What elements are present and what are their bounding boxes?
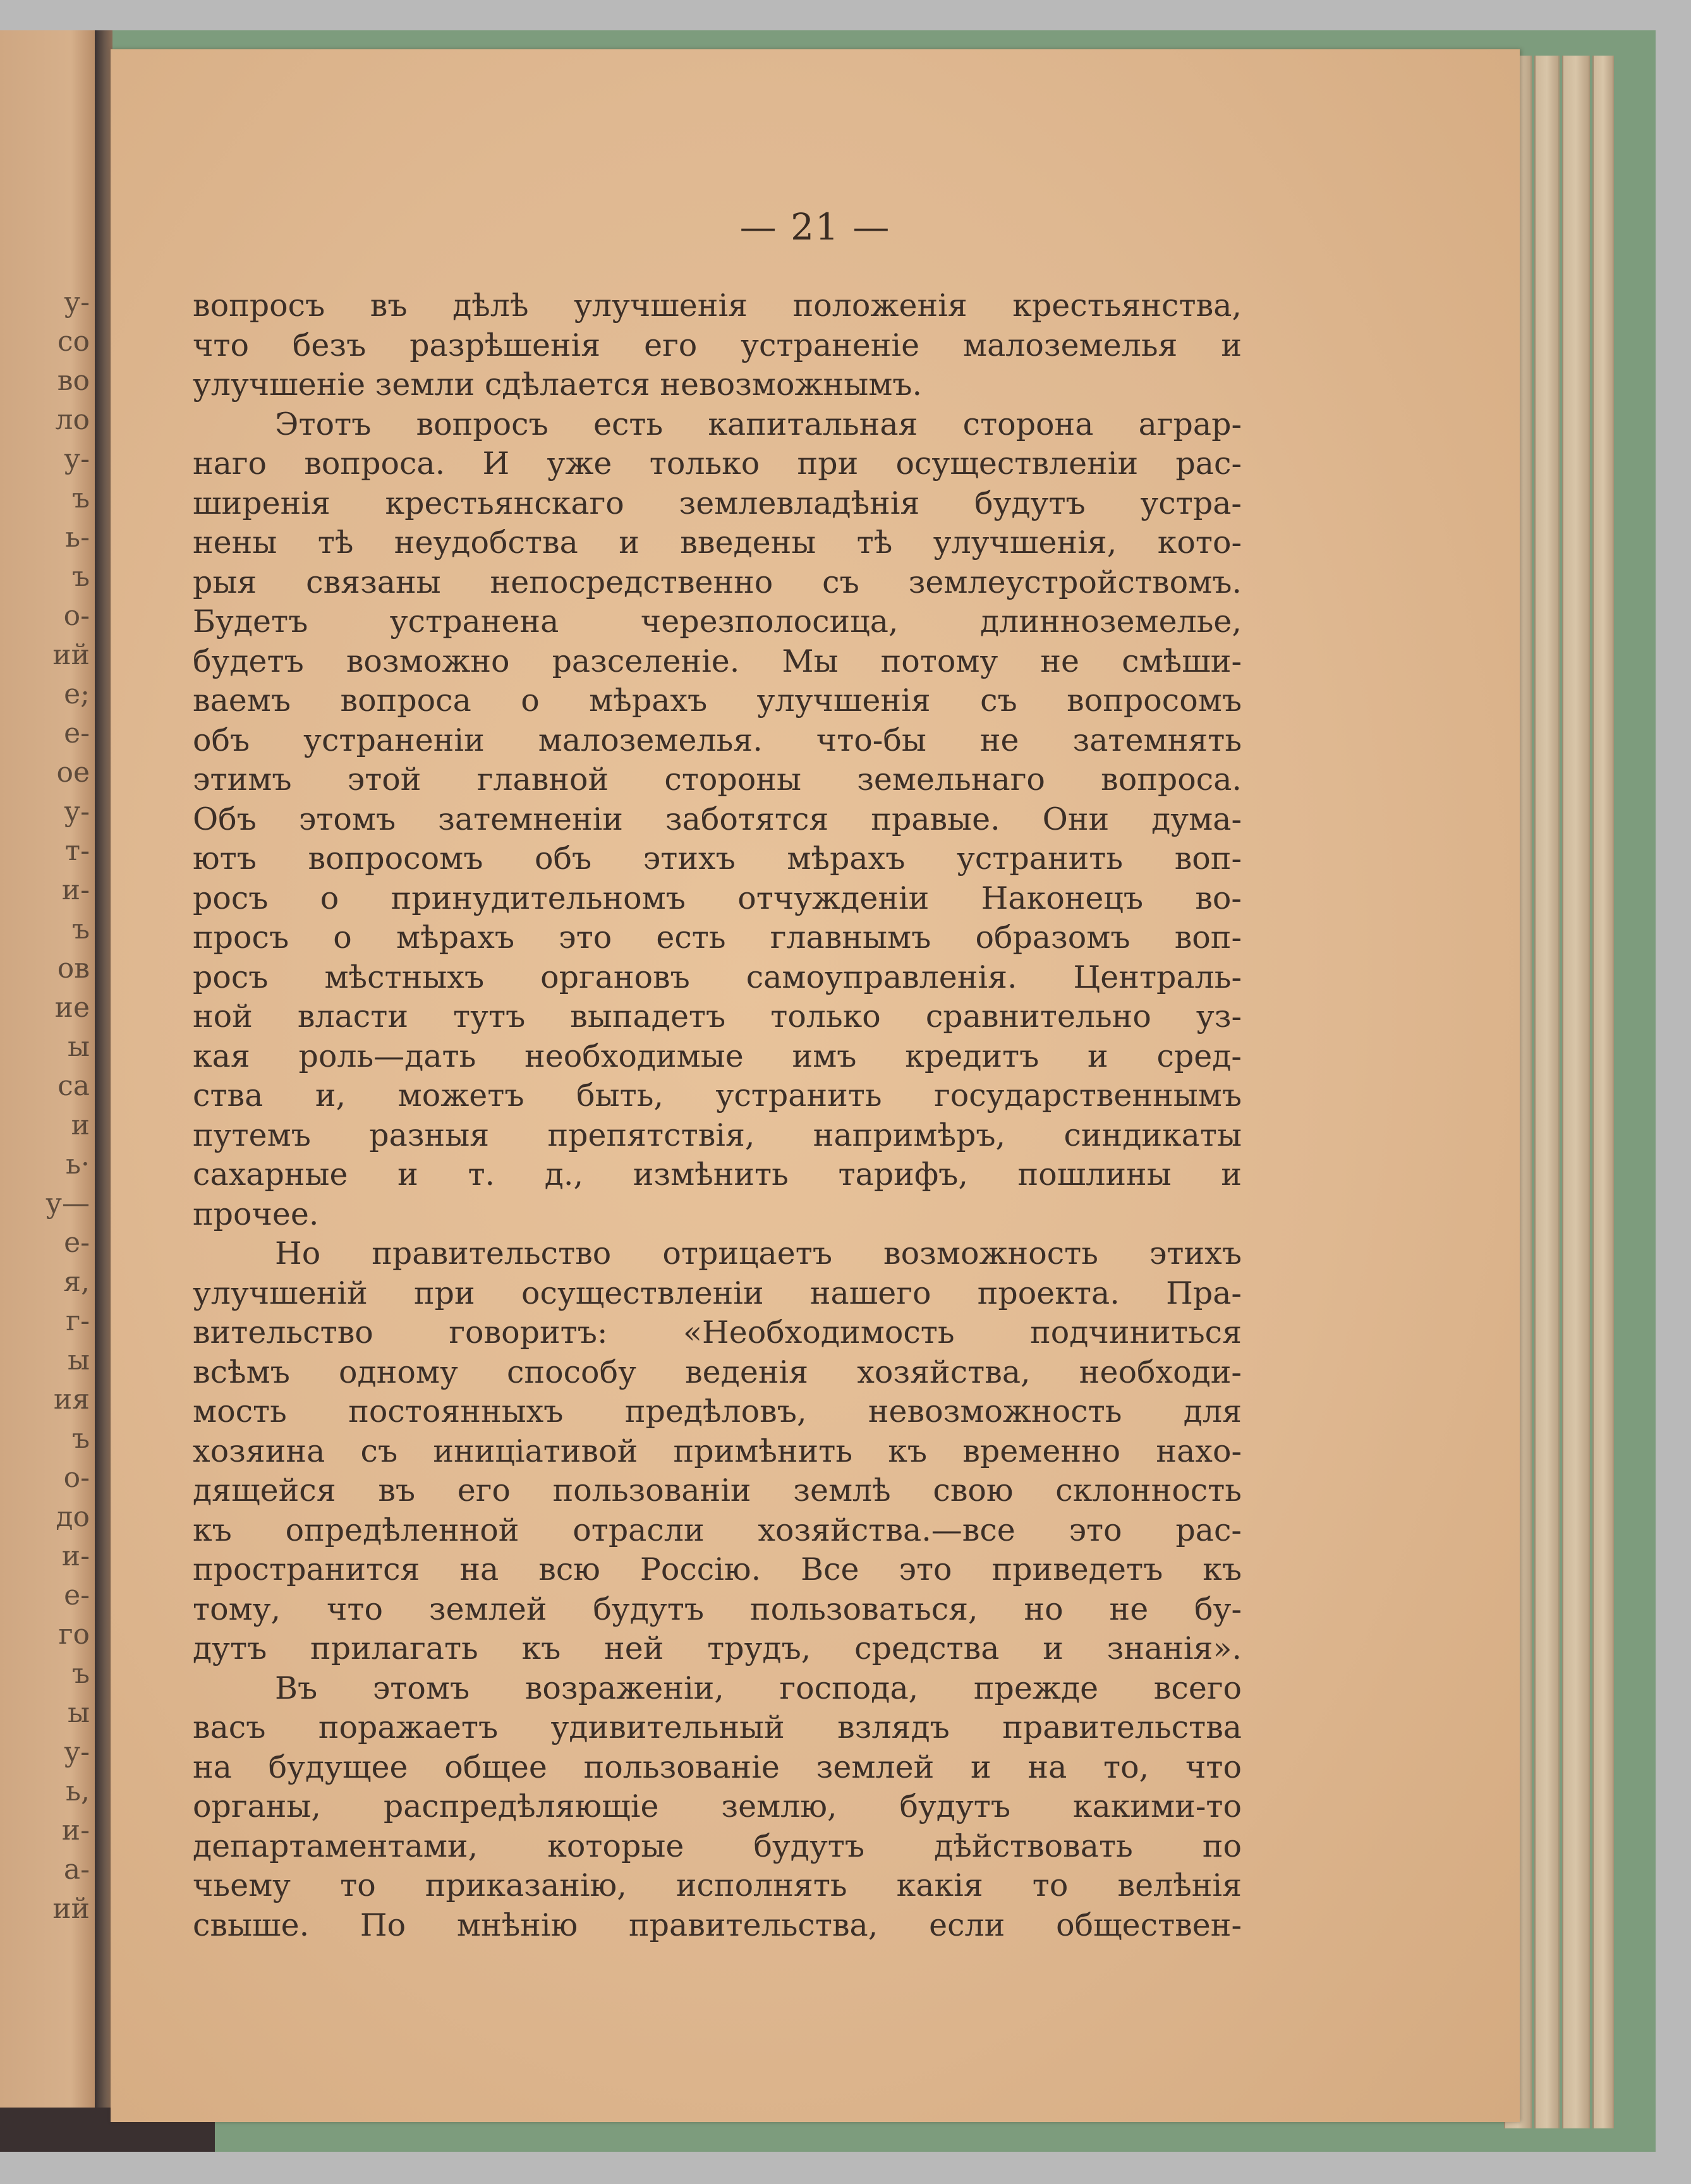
text-line: объ устраненіи малоземелья. что-бы не затемнять [193, 722, 1242, 758]
left-page-fragment: ий [52, 639, 90, 671]
left-page-fragment: во [57, 365, 90, 397]
text-line: дящейся въ его пользованіи землѣ свою склонность [193, 1472, 1242, 1508]
text-line: ства и, можетъ быть, устранить государственнымъ [193, 1077, 1242, 1113]
text-line: ютъ вопросомъ объ этихъ мѣрахъ устранить воп- [193, 840, 1242, 877]
left-page-fragment: до [56, 1501, 90, 1533]
text-line: улучшеніе земли сдѣлается невозможнымъ. [193, 367, 923, 403]
left-page-fragment: о- [63, 1462, 90, 1494]
text-line: что безъ разрѣшенія его устраненіе малоземелья и [193, 327, 1242, 363]
text-line: Этотъ вопросъ есть капитальная сторона аграр- [275, 406, 1242, 442]
text-line: на будущее общее пользованіе землей и на то, что [193, 1749, 1242, 1785]
text-line: ширенія крестьянскаго землевладѣнія будутъ устра- [193, 485, 1242, 521]
left-page-fragment: ий [52, 1893, 90, 1925]
left-page-fragment: о- [63, 600, 90, 632]
left-page-fragment: е; [64, 678, 90, 710]
text-line: рыя связаны непосредственно съ землеустройствомъ. [193, 564, 1242, 600]
left-page-fragment: и- [61, 1540, 90, 1572]
left-page-fragment: и [71, 1109, 90, 1141]
text-line: кая роль—дать необходимые имъ кредитъ и сред- [193, 1038, 1242, 1074]
left-page-fragment: я, [63, 1266, 90, 1298]
left-page-fragment: ъ [72, 1423, 90, 1455]
left-page-edge [0, 30, 101, 2152]
text-line: ваемъ вопроса о мѣрахъ улучшенія съ вопросомъ [193, 682, 1242, 719]
text-line: будетъ возможно разселеніе. Мы потому не смѣши- [193, 643, 1242, 679]
text-line: росъ о принудительномъ отчужденіи Наконецъ во- [193, 880, 1242, 916]
left-page-fragment: у- [64, 796, 90, 828]
left-page-fragment: са [58, 1070, 90, 1102]
text-line: росъ мѣстныхъ органовъ самоуправленія. Централь- [193, 959, 1242, 995]
left-page-fragment: т- [64, 835, 90, 867]
text-line: Но правительство отрицаетъ возможность этихъ [275, 1235, 1242, 1271]
left-page-fragments [0, 283, 95, 1929]
left-page-fragment: е- [64, 1579, 90, 1611]
left-page-fragment: у- [64, 443, 90, 475]
text-line: ной власти тутъ выпадетъ только сравнительно уз- [193, 998, 1242, 1034]
left-page-fragment: ъ [72, 561, 90, 593]
left-page-fragment: е- [64, 717, 90, 749]
left-page-fragment: г- [66, 1305, 90, 1337]
text-line: вопросъ въ дѣлѣ улучшенія положенія крестьянства, [193, 288, 1242, 324]
left-page-fragment: у- [64, 1736, 90, 1768]
text-line: наго вопроса. И уже только при осуществленіи рас- [193, 446, 1242, 482]
text-line: прочее. [193, 1196, 319, 1232]
text-line: мость постоянныхъ предѣловъ, невозможность для [193, 1393, 1242, 1429]
text-line: улучшеній при осуществленіи нашего проекта. Пра- [193, 1275, 1242, 1311]
text-line: департаментами, которые будутъ дѣйствовать по [193, 1828, 1242, 1864]
left-page-fragment: ъ [72, 1658, 90, 1690]
left-page-fragment: ъ [72, 482, 90, 514]
text-line: всѣмъ одному способу веденія хозяйства, необходи- [193, 1354, 1242, 1390]
text-line: свыше. По мнѣнію правительства, если обществен- [193, 1907, 1242, 1943]
left-page-fragment: ия [53, 1383, 90, 1416]
left-page-fragment: ие [54, 992, 90, 1024]
text-line: вительство говоритъ: «Необходимость подчиниться [193, 1314, 1242, 1350]
text-line: дутъ прилагать къ ней трудъ, средства и знанія». [193, 1630, 1242, 1666]
text-line: Будетъ устранена черезполосица, длинноземелье, [193, 604, 1242, 640]
text-line: Объ этомъ затемненіи заботятся правые. Они дума- [193, 801, 1242, 837]
left-page-fragment: и- [61, 874, 90, 906]
left-page-fragment: ь- [65, 521, 90, 554]
left-page-fragment: ъ [72, 913, 90, 945]
text-line: хозяина съ иниціативой примѣнить къ временно нахо- [193, 1433, 1242, 1469]
left-page-fragment: и- [61, 1814, 90, 1847]
left-page-fragment: у- [64, 286, 90, 318]
page-stack-edges [1504, 56, 1630, 2128]
left-page-fragment: ь, [66, 1775, 90, 1807]
book-page [111, 49, 1520, 2122]
left-page-fragment: ы [67, 1344, 90, 1376]
left-page-fragment: со [57, 325, 90, 358]
text-line: органы, распредѣляющіе землю, будутъ какими-то [193, 1788, 1242, 1824]
left-page-fragment: а- [63, 1853, 90, 1886]
left-page-fragment: у— [45, 1187, 90, 1220]
left-page-fragment: е- [64, 1227, 90, 1259]
left-page-fragment: ы [67, 1697, 90, 1729]
text-line: нены тѣ неудобства и введены тѣ улучшенія, кото- [193, 525, 1242, 561]
left-page-fragment: го [58, 1618, 90, 1651]
text-line: Въ этомъ возраженіи, господа, прежде всего [275, 1670, 1242, 1706]
text-line: чьему то приказанію, исполнять какія то велѣнія [193, 1867, 1242, 1903]
text-line: васъ поражаетъ удивительный взлядъ правительства [193, 1709, 1242, 1745]
left-page-fragment: ы [67, 1031, 90, 1063]
text-line: путемъ разныя препятствія, напримѣръ, синдикаты [193, 1117, 1242, 1153]
text-line: просъ о мѣрахъ это есть главнымъ образомъ воп- [193, 919, 1242, 956]
left-page-fragment: ло [55, 404, 90, 436]
left-page-fragment: ов [57, 952, 90, 985]
scan-background [0, 30, 1656, 2152]
text-line: пространится на всю Россію. Все это приведетъ къ [193, 1551, 1242, 1587]
text-line: къ опредѣленной отрасли хозяйства.—все это рас- [193, 1512, 1242, 1548]
left-page-fragment: ое [56, 756, 90, 789]
book-gutter [95, 30, 112, 2152]
text-line: сахарные и т. д., измѣнить тарифъ, пошлины и [193, 1156, 1242, 1192]
page-number: — 21 — [739, 205, 891, 248]
page-body-text [193, 286, 1242, 1945]
text-line: этимъ этой главной стороны земельнаго вопроса. [193, 761, 1242, 798]
left-page-fragment: ь· [66, 1148, 90, 1180]
text-line: тому, что землей будутъ пользоваться, но не бу- [193, 1591, 1242, 1627]
